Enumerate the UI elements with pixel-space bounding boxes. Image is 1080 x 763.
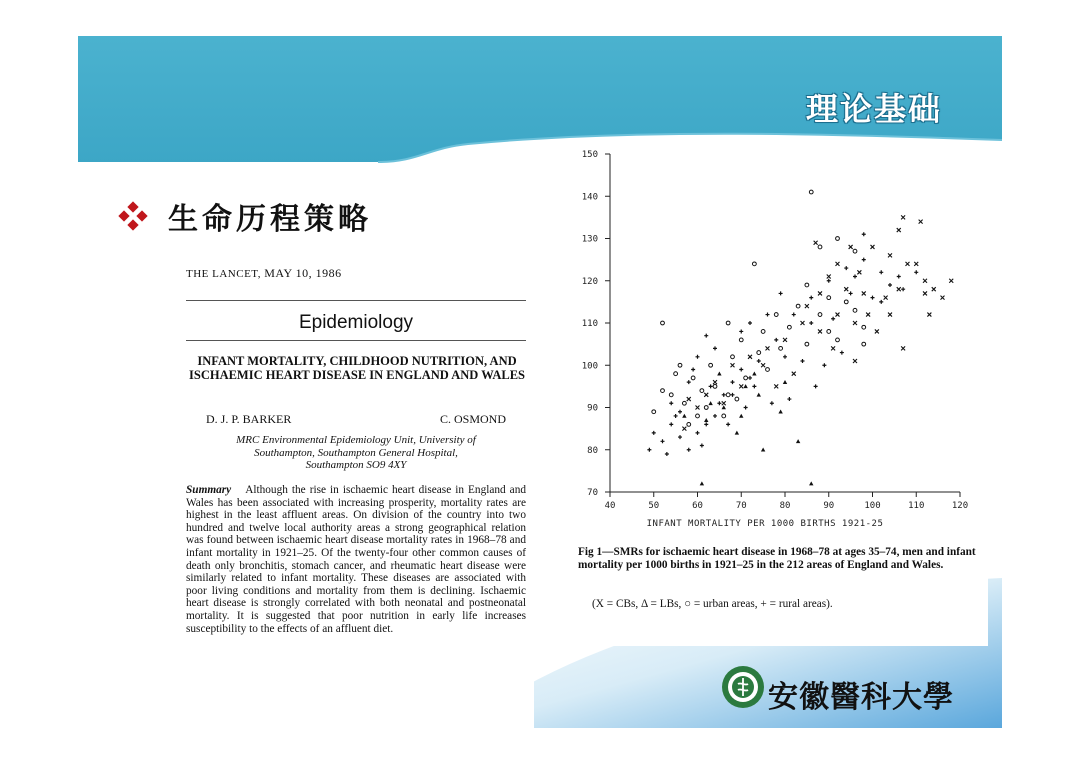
point-rural [840, 351, 844, 355]
point-urban [805, 283, 809, 287]
point-urban [735, 397, 739, 401]
point-rural [787, 397, 791, 401]
point-urban [678, 363, 682, 367]
point-rural [757, 359, 761, 363]
point-rural [853, 275, 857, 279]
point-rural [669, 401, 673, 405]
point-cb [857, 270, 861, 274]
point-cb [792, 372, 796, 376]
point-lb [717, 372, 721, 376]
point-lb [735, 431, 739, 435]
point-lb [708, 401, 712, 405]
point-rural [879, 300, 883, 304]
point-urban [862, 325, 866, 329]
point-urban [761, 330, 765, 334]
point-rural [665, 452, 669, 456]
point-rural [748, 321, 752, 325]
paper-excerpt [178, 262, 534, 728]
point-cb [818, 329, 822, 333]
point-rural [726, 422, 730, 426]
point-urban [661, 321, 665, 325]
point-rural [862, 232, 866, 236]
point-urban [827, 296, 831, 300]
point-lb [783, 380, 787, 384]
point-rural [744, 406, 748, 410]
summary [186, 484, 526, 635]
point-rural [717, 401, 721, 405]
point-rural [739, 367, 743, 371]
x-tick-label: 90 [823, 501, 835, 511]
x-tick-label: 70 [735, 501, 747, 511]
point-urban [836, 237, 840, 241]
point-rural [770, 401, 774, 405]
point-rural [748, 376, 752, 380]
point-rural [731, 380, 735, 384]
point-cb [783, 338, 787, 342]
point-cb [884, 296, 888, 300]
x-tick-label: 50 [648, 501, 660, 511]
point-rural [888, 283, 892, 287]
point-rural [722, 393, 726, 397]
point-urban [779, 346, 783, 350]
point-cb [761, 363, 765, 367]
authors [206, 412, 506, 427]
point-urban [709, 363, 713, 367]
point-rural [700, 444, 704, 448]
point-cb [818, 291, 822, 295]
point-urban [726, 321, 730, 325]
y-tick-label: 100 [581, 361, 598, 372]
point-cb [844, 287, 848, 291]
y-tick-label: 120 [581, 276, 598, 287]
point-cb [739, 384, 743, 388]
figure-caption: Fig 1—SMRs for ischaemic heart disease in 1968–78 at ages 35–74, men and infant mortality per 1000 births in 1921–25 in the 212 areas of England and Wales. [578, 546, 976, 571]
point-rural [704, 422, 708, 426]
point-rural [674, 414, 678, 418]
point-lb [752, 372, 756, 376]
heading-text: 生命历程策略 [168, 202, 372, 237]
point-rural [822, 363, 826, 367]
point-rural [914, 270, 918, 274]
point-cb [932, 287, 936, 291]
point-urban [700, 389, 704, 393]
point-rural [901, 287, 905, 291]
point-rural [879, 270, 883, 274]
point-urban [744, 376, 748, 380]
slide-heading [120, 194, 372, 238]
x-tick-label: 80 [779, 501, 791, 511]
point-urban [669, 393, 673, 397]
header-title: 理论基础 [805, 90, 942, 128]
x-tick-label: 120 [951, 501, 969, 511]
journal-line [186, 266, 342, 281]
point-rural [801, 359, 805, 363]
point-lb [739, 414, 743, 418]
point-rural [652, 431, 656, 435]
point-urban [818, 245, 822, 249]
point-cb [836, 262, 840, 266]
point-cb [866, 313, 870, 317]
point-cb [927, 313, 931, 317]
point-cb [906, 262, 910, 266]
point-cb [722, 401, 726, 405]
point-urban [674, 372, 678, 376]
rule-top [186, 300, 526, 301]
y-tick-label: 70 [587, 488, 598, 498]
point-rural [696, 431, 700, 435]
point-urban [713, 384, 717, 388]
point-lb [809, 481, 813, 485]
point-cb [805, 304, 809, 308]
point-rural [774, 338, 778, 342]
point-urban [731, 355, 735, 359]
point-urban [696, 414, 700, 418]
point-urban [766, 368, 770, 372]
point-rural [678, 435, 682, 439]
y-tick-label: 150 [581, 150, 598, 160]
y-tick-label: 90 [587, 403, 598, 414]
point-urban [757, 351, 761, 355]
point-rural [661, 439, 665, 443]
y-tick-label: 130 [581, 234, 598, 245]
point-cb [853, 359, 857, 363]
point-urban [774, 313, 778, 317]
point-cb [849, 245, 853, 249]
point-rural [871, 296, 875, 300]
point-rural [831, 317, 835, 321]
point-urban [818, 313, 822, 317]
point-cb [731, 363, 735, 367]
point-rural [691, 367, 695, 371]
point-cb [923, 291, 927, 295]
point-cb [949, 279, 953, 283]
y-tick-label: 140 [581, 192, 598, 203]
diamond-bullet-icon [120, 203, 146, 229]
figure-legend: (X = CBs, Δ = LBs, ○ = urban areas, + = rural areas). [592, 598, 833, 610]
point-rural [827, 279, 831, 283]
affiliation-line-3: Southampton SO9 4XY [305, 459, 407, 471]
point-urban [752, 262, 756, 266]
point-urban [836, 338, 840, 342]
slide [78, 36, 1002, 728]
point-rural [783, 355, 787, 359]
point-urban [687, 423, 691, 427]
x-tick-label: 110 [908, 501, 925, 511]
point-rural [849, 291, 853, 295]
x-tick-label: 100 [864, 501, 881, 511]
point-rural [739, 329, 743, 333]
point-rural [752, 384, 756, 388]
point-cb [941, 296, 945, 300]
point-rural [696, 355, 700, 359]
point-cb [713, 380, 717, 384]
point-cb [827, 275, 831, 279]
point-cb [687, 397, 691, 401]
point-cb [901, 215, 905, 219]
point-rural [809, 296, 813, 300]
point-rural [862, 258, 866, 262]
point-rural [814, 384, 818, 388]
journal-date: MAY 10, 1986 [264, 266, 342, 280]
point-rural [709, 384, 713, 388]
x-axis-label: INFANT MORTALITY PER 1000 BIRTHS 1921-25 [646, 519, 884, 529]
point-urban [682, 401, 686, 405]
point-cb [774, 384, 778, 388]
point-rural [678, 410, 682, 414]
point-urban [827, 330, 831, 334]
point-urban [844, 300, 848, 304]
point-rural [897, 275, 901, 279]
author-2: C. OSMOND [439, 412, 506, 426]
affiliation-line-2: Southampton, Southampton General Hospital, [254, 446, 458, 459]
point-urban [787, 325, 791, 329]
point-urban [809, 190, 813, 194]
university-name: 安徽醫科大學 [768, 680, 954, 715]
point-rural [647, 448, 651, 452]
scatter-chart [568, 146, 988, 546]
point-urban [691, 376, 695, 380]
point-cb [888, 313, 892, 317]
point-rural [687, 380, 691, 384]
point-cb [696, 406, 700, 410]
point-cb [814, 241, 818, 245]
point-lb [722, 405, 726, 409]
author-1: D. J. P. BARKER [206, 412, 292, 426]
point-lb [704, 418, 708, 422]
x-tick-label: 40 [604, 501, 616, 511]
point-cb [897, 228, 901, 232]
point-lb [682, 414, 686, 418]
point-urban [862, 342, 866, 346]
point-cb [901, 346, 905, 350]
rule-bottom [186, 340, 526, 341]
point-rural [809, 321, 813, 325]
point-urban [853, 249, 857, 253]
point-urban [796, 304, 800, 308]
point-cb [914, 262, 918, 266]
point-cb [704, 393, 708, 397]
point-cb [801, 321, 805, 325]
point-rural [669, 422, 673, 426]
point-cb [923, 279, 927, 283]
point-lb [761, 448, 765, 452]
point-urban [726, 393, 730, 397]
point-cb [897, 287, 901, 291]
point-urban [704, 406, 708, 410]
affiliation [186, 434, 526, 472]
point-cb [748, 355, 752, 359]
point-lb [778, 410, 782, 414]
section-label: Epidemiology [298, 312, 414, 333]
point-lb [743, 384, 747, 388]
point-lb [796, 439, 800, 443]
x-tick-label: 60 [692, 501, 703, 511]
point-rural [687, 448, 691, 452]
point-rural [779, 291, 783, 295]
point-cb [836, 313, 840, 317]
point-rural [792, 313, 796, 317]
point-cb [766, 346, 770, 350]
point-urban [853, 308, 857, 312]
point-urban [739, 338, 743, 342]
point-cb [871, 245, 875, 249]
point-urban [652, 410, 656, 414]
y-tick-label: 80 [587, 445, 598, 456]
affiliation-line-1: MRC Environmental Epidemiology Unit, University of [236, 434, 476, 446]
point-urban [722, 414, 726, 418]
point-cb [862, 291, 866, 295]
point-rural [844, 266, 848, 270]
point-cb [853, 321, 857, 325]
point-lb [757, 393, 761, 397]
y-tick-label: 110 [581, 319, 598, 329]
point-rural [713, 414, 717, 418]
point-lb [700, 481, 704, 485]
point-cb [831, 346, 835, 350]
point-urban [805, 342, 809, 346]
point-cb [682, 427, 686, 431]
paper-title: INFANT MORTALITY, CHILDHOOD NUTRITION, AND ISCHAEMIC HEART DISEASE IN ENGLAND AND WALES [189, 354, 525, 382]
point-cb [888, 253, 892, 257]
point-rural [704, 334, 708, 338]
journal-name: THE LANCET, [186, 268, 261, 280]
summary-lead: Summary [186, 484, 232, 496]
point-cb [875, 329, 879, 333]
point-urban [661, 389, 665, 393]
point-rural [731, 393, 735, 397]
point-rural [713, 346, 717, 350]
university-logo [720, 664, 766, 710]
summary-text: Although the rise in ischaemic heart disease in England and Wales has been associated with increasing prosperity, mortality rates are highest in the least affluent areas. On division of the country into two hundred and twelve local authority areas a strong geographical relation was found between ischaemic heart disease mortality rates in 1968–78 and infant mortality in 1921–25. Of the twenty-four other common causes of death only bronchitis, stomach cancer, and rheumatic heart disease were similarly related to infant mortality. These diseases are associated with poor living conditions and mortality from them is declining. Ischaemic heart disease is strongly correlated with both neonatal and postneonatal mortality. It is suggested that poor nutrition in early life increases susceptibility to the effects of an affluent diet. [186, 484, 526, 635]
point-rural [766, 313, 770, 317]
point-cb [919, 220, 923, 224]
